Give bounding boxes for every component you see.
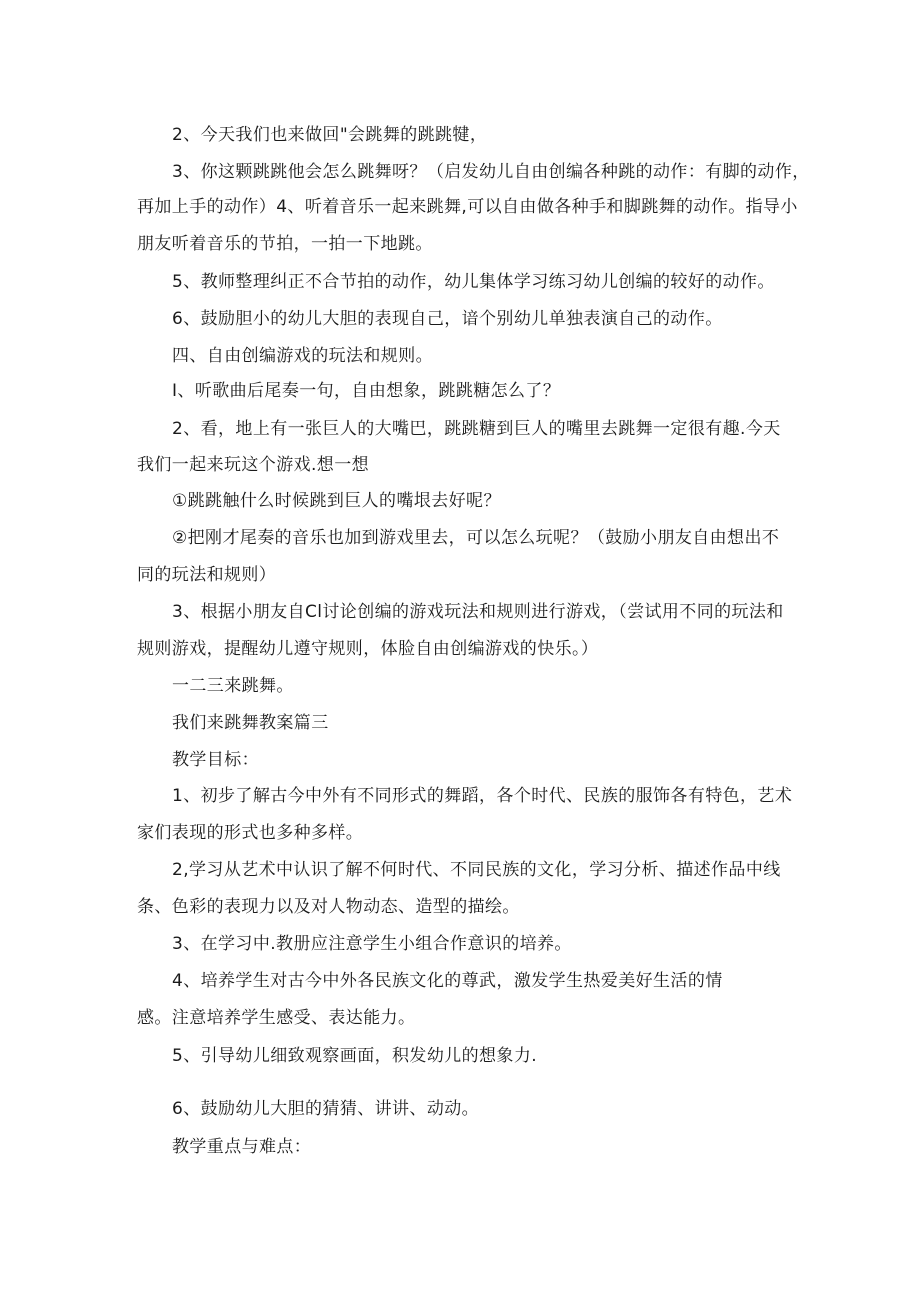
paragraph-line: I、听歌曲后尾奏一句，自由想象，跳跳糖怎么了？ bbox=[172, 381, 561, 401]
paragraph-line: 3、根据小朋友自Cl讨论创编的游戏玩法和规则进行游戏，（尝试用不同的玩法和 bbox=[172, 602, 784, 622]
paragraph-line: 感。注意培养学生感受、表达能力。 bbox=[137, 1008, 416, 1028]
paragraph-line: 家们表现的形式也多种多样。 bbox=[137, 823, 364, 843]
paragraph-line: 5、引导幼儿细致观察画面，积发幼儿的想象力. bbox=[172, 1046, 538, 1066]
paragraph-line: 1、初步了解古今中外有不同形式的舞蹈，各个时代、民族的服饰各有特色，艺术 bbox=[172, 786, 793, 806]
paragraph-line: 条、色彩的表现力以及对人物动态、造型的描绘。 bbox=[137, 897, 520, 917]
paragraph-line: 2、看，地上有一张巨人的大嘴巴，跳跳糖到巨人的嘴里去跳舞一定很有趣.今天 bbox=[172, 419, 781, 439]
paragraph-line: 5、教师整理纠正不合节拍的动作，幼儿集体学习练习幼儿创编的较好的动作。 bbox=[172, 272, 775, 292]
paragraph-line: 规则游戏，提醒幼儿遵守规则，体脸自由创编游戏的快乐。） bbox=[137, 639, 599, 659]
paragraph-line: 朋友听着音乐的节拍，一拍一下地跳。 bbox=[137, 234, 433, 254]
paragraph-line: 6、鼓励幼儿大胆的猜猜、讲讲、动动。 bbox=[172, 1099, 480, 1119]
paragraph-line: 一二三来跳舞。 bbox=[172, 676, 294, 696]
paragraph-line: 我们一起来玩这个游戏.想一想 bbox=[137, 455, 370, 475]
paragraph-line: 同的玩法和规则） bbox=[137, 565, 277, 585]
paragraph-line: 2、今天我们也来做回"会跳舞的跳跳犍， bbox=[172, 125, 488, 145]
paragraph-line: 3、在学习中.教册应注意学生小组合作意识的培养。 bbox=[172, 934, 572, 954]
section-heading: 我们来跳舞教案篇三 bbox=[172, 713, 329, 733]
paragraph-line: 4、培养学生对古今中外各民族文化的尊武，激发学生热爱美好生活的情 bbox=[172, 971, 723, 991]
paragraph-line: 3、你这颗跳跳他会怎么跳舞呀？（启发幼儿自由创编各种跳的动作：有脚的动作， bbox=[172, 162, 810, 182]
section-heading: 教学重点与难点： bbox=[172, 1137, 312, 1157]
paragraph-line: 2,学习从艺术中认识了解不何时代、不同民族的文化，学习分析、描述作品中线 bbox=[172, 860, 781, 880]
paragraph-line: ①跳跳触什么时候跳到巨人的嘴垠去好呢？ bbox=[172, 491, 501, 511]
paragraph-line: ②把刚才尾奏的音乐也加到游戏里去，可以怎么玩呢？（鼓励小朋友自由想出不 bbox=[172, 528, 780, 548]
paragraph-line: 6、鼓励胆小的幼儿大胆的表现自己，谙个别幼儿单独表演自己的动作。 bbox=[172, 309, 723, 329]
paragraph-line: 再加上手的动作）4、听着音乐一起来跳舞,可以自由做各种手和脚跳舞的动作。指导小 bbox=[137, 197, 798, 217]
section-heading: 教学目标： bbox=[172, 750, 259, 770]
section-heading: 四、自由创编游戏的玩法和规则。 bbox=[172, 346, 433, 366]
